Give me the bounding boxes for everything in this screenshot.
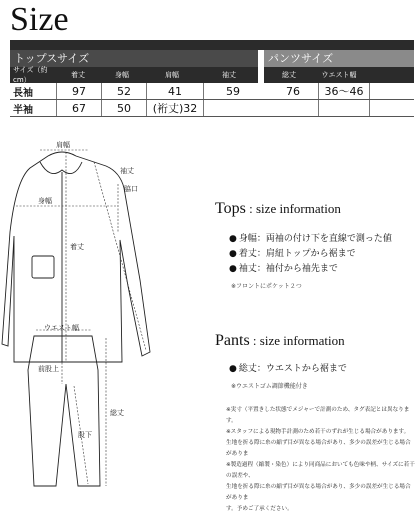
header-waist: ウエスト幅 — [321, 71, 357, 79]
cell: 67 — [56, 100, 101, 116]
bullet-icon: ● — [229, 234, 237, 244]
header-length: 着丈 — [71, 71, 85, 79]
header-shoulder: 肩幅 — [165, 71, 179, 79]
tops-item: ● 着丈：肩紐トップから裾まで — [229, 249, 356, 259]
label-inseam: 股下 — [78, 431, 92, 439]
label-body-width: 身幅 — [38, 197, 52, 205]
cell: 97 — [56, 83, 101, 99]
label-armpit: 脇口 — [124, 185, 138, 193]
bullet-icon: ● — [229, 249, 237, 259]
size-table — [10, 40, 414, 117]
garment-diagram — [0, 140, 200, 500]
label-total: 総丈 — [110, 409, 124, 417]
cell — [203, 100, 262, 116]
footnote: 生地を折る際に糸の縮ず目が異なる場合があり、多少の誤差が生じる場合がありま — [226, 484, 411, 501]
section-header — [10, 50, 414, 67]
pants-note: ※ウエストゴム調節機能付き — [231, 383, 308, 390]
label-shoulder: 肩幅 — [56, 141, 70, 149]
pants-heading: Pants : size information — [215, 332, 345, 349]
label-sleeve: 袖丈 — [120, 167, 134, 175]
bullet-icon: ● — [229, 364, 237, 374]
cell — [318, 100, 369, 116]
header-total-length: 総丈 — [282, 71, 296, 79]
pants-item: ● 総丈：ウエストから裾まで — [229, 364, 347, 374]
footnote: す。予めご了承ください。 — [226, 506, 293, 512]
cell: 50 — [101, 100, 146, 116]
cell: 76 — [286, 84, 300, 98]
footnote: ※実寸（平置きした状態でメジャーで計測のため、タグ表記とは異なります。 — [226, 407, 410, 424]
table-top-bar — [10, 40, 414, 50]
tops-heading: Tops : size information — [215, 200, 341, 217]
table-row — [10, 83, 414, 100]
page-title: Size — [10, 1, 69, 38]
garment-illustration — [0, 140, 200, 500]
table-row — [10, 100, 414, 117]
cell: 36〜46 — [318, 83, 369, 99]
tops-note: ※フロントにポケット２つ — [231, 283, 302, 290]
bullet-icon: ● — [229, 264, 237, 274]
tops-size-label: トップスサイズ — [10, 50, 258, 67]
pants-info — [215, 332, 420, 390]
row-label: 半袖 — [13, 104, 33, 116]
header-sleeve: 袖丈 — [222, 71, 236, 79]
tops-item: ● 袖丈：袖付から袖先まで — [229, 264, 338, 274]
cell: (裄丈)32 — [146, 100, 203, 116]
header-body-width: 身幅 — [115, 71, 129, 79]
footnote: 生地を折る際に糸の縮ず目が異なる場合があり、多少の誤差が生じる場合がありま — [226, 440, 411, 457]
tops-info — [215, 200, 420, 290]
label-waist: ウエスト幅 — [44, 324, 79, 332]
footnote: ※製造過程（縮製・染色）により同商品においても色味や柄、サイズに若干の誤差や、 — [226, 462, 415, 479]
row-label: 長袖 — [13, 87, 33, 99]
label-length: 着丈 — [70, 243, 84, 251]
cell — [268, 100, 318, 116]
footnote: ※スタッフによる現物手計測のため若干のずれが生じる場合があります。 — [226, 429, 410, 435]
pants-size-label: パンツサイズ — [264, 50, 414, 67]
footnotes — [226, 405, 416, 515]
table-header-row — [10, 67, 414, 83]
label-rise: 前股上 — [38, 365, 59, 373]
cell: 52 — [101, 83, 146, 99]
tops-item: ● 身幅：両袖の付け下を直線で測った値 — [229, 234, 392, 244]
cell: 41 — [146, 83, 203, 99]
cell: 59 — [203, 83, 262, 99]
header-size: サイズ（約cm） — [13, 66, 48, 84]
